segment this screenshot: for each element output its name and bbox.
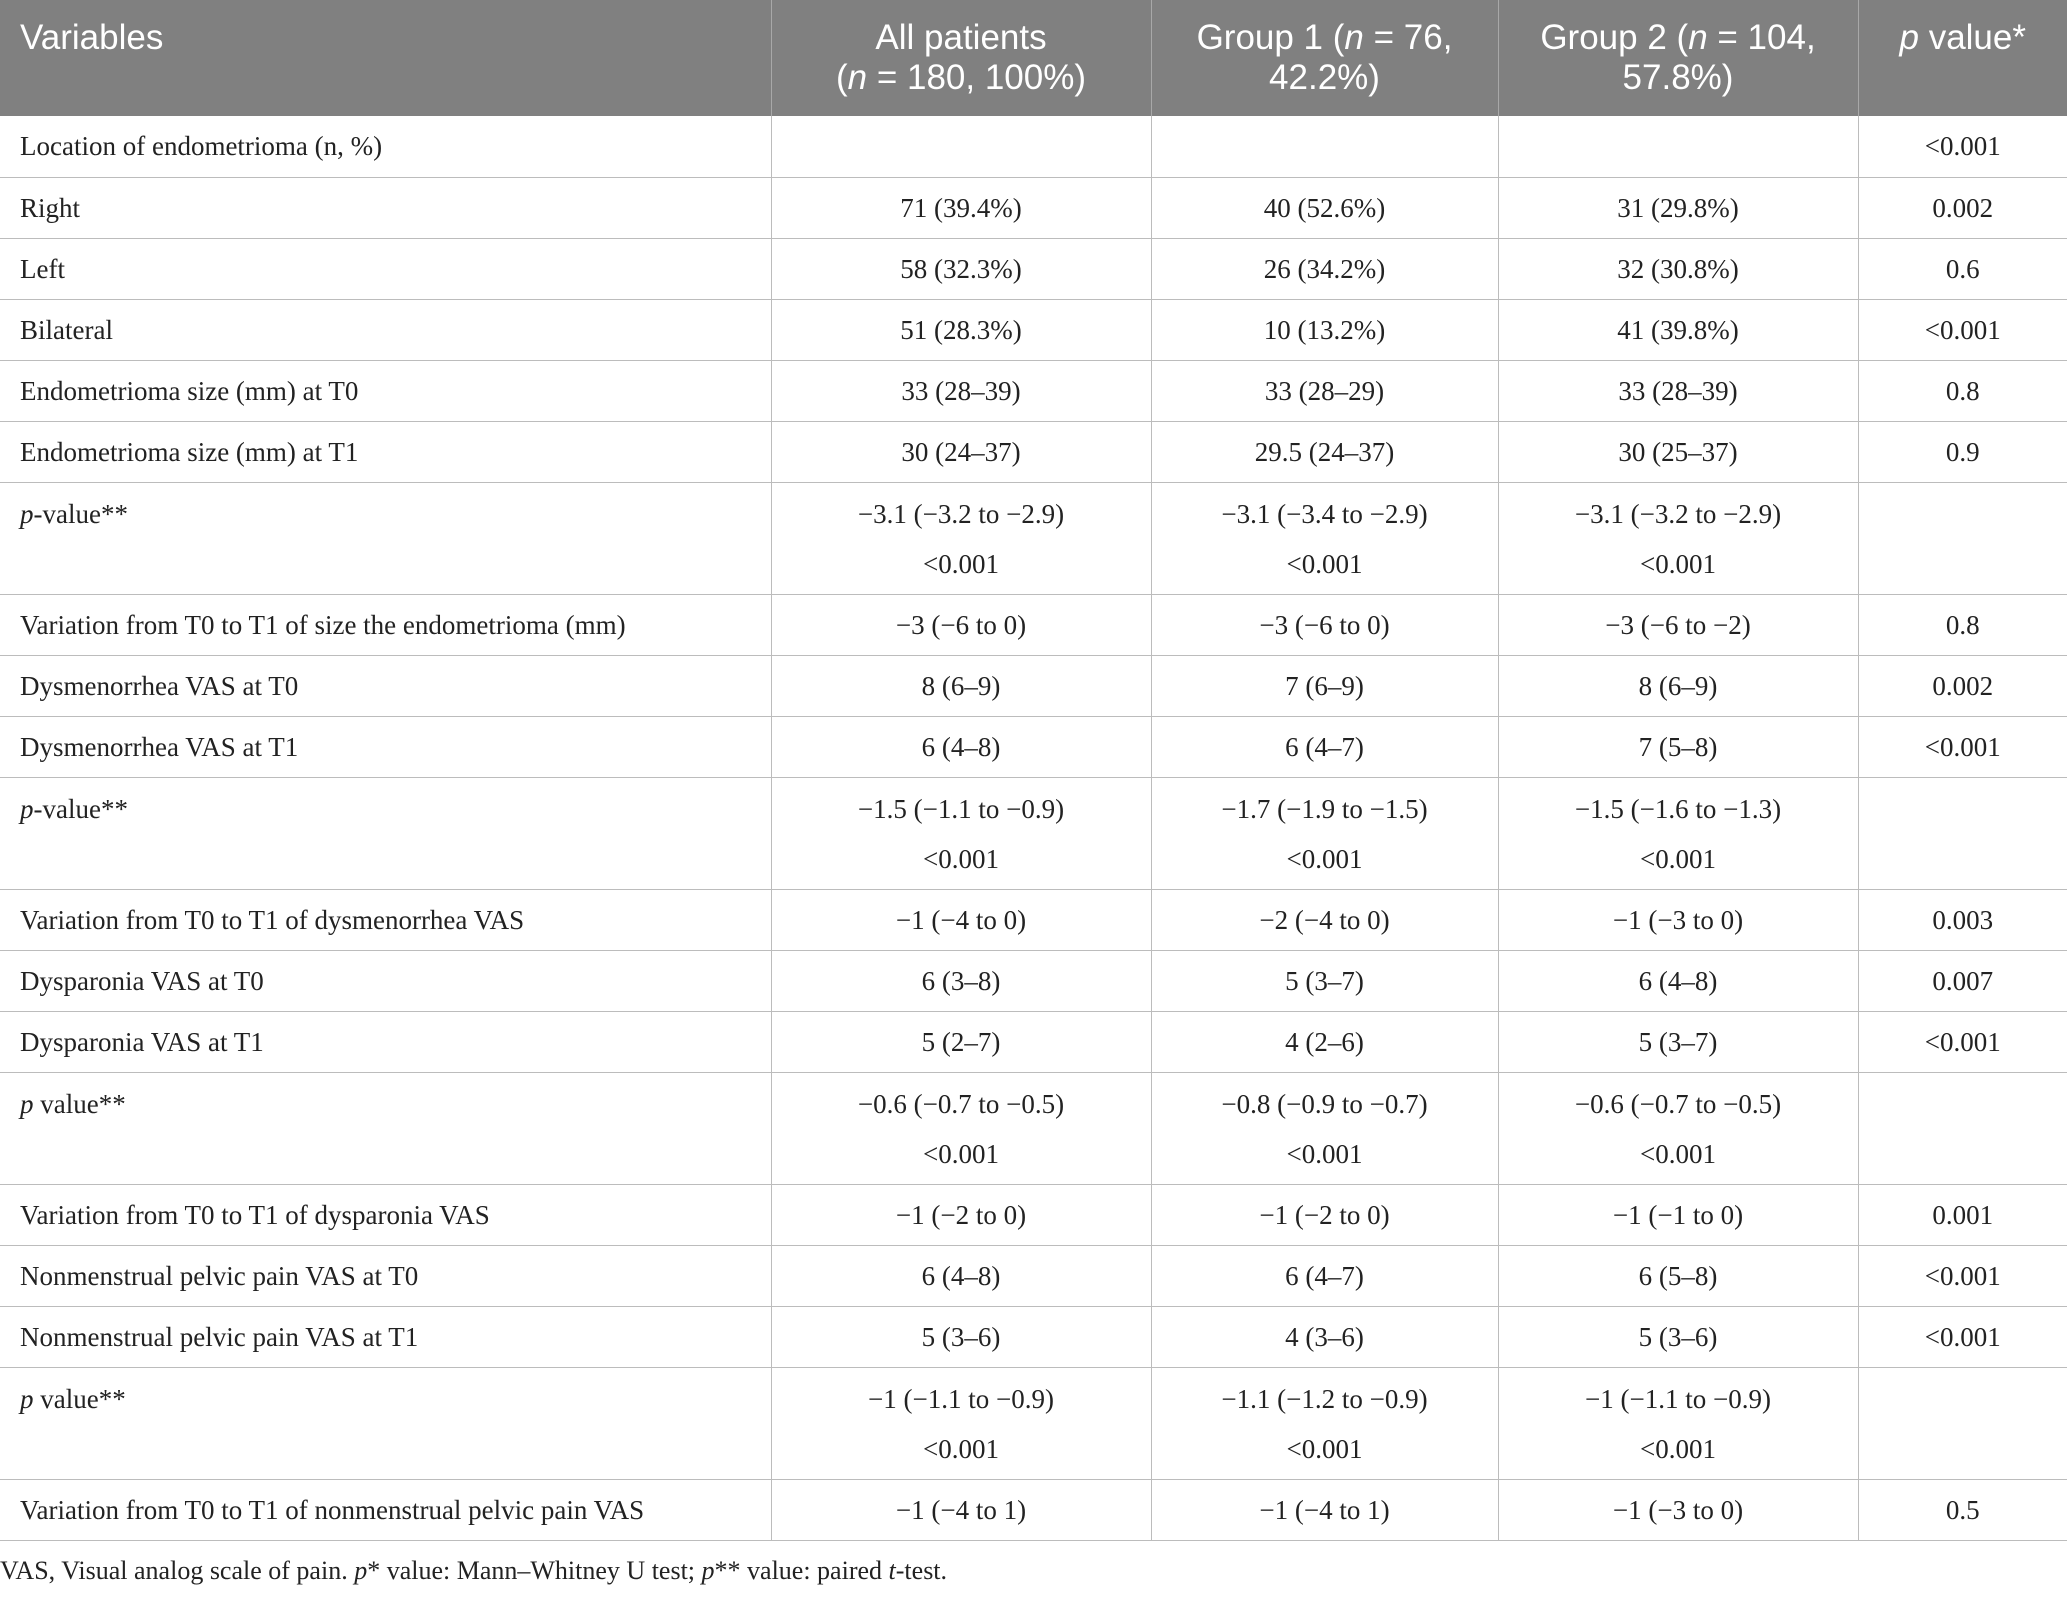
row-label: Variation from T0 to T1 of dysmenorrhea VAS: [0, 889, 771, 950]
table-row: [0, 177, 2067, 238]
cell-group-1: 6 (4–7): [1151, 716, 1498, 777]
cell-p-value: [1858, 482, 2067, 594]
cell-group-2: −1.5 (−1.6 to −1.3) <0.001: [1498, 777, 1858, 889]
cell-p-value: [1858, 1072, 2067, 1184]
table-row: [0, 238, 2067, 299]
cell-p-value: [1858, 777, 2067, 889]
cell-group-1: 6 (4–7): [1151, 1245, 1498, 1306]
row-label: Variation from T0 to T1 of size the endometrioma (mm): [0, 594, 771, 655]
cell-group-2: 30 (25–37): [1498, 421, 1858, 482]
cell-p-value: 0.003: [1858, 889, 2067, 950]
cell-all: 71 (39.4%): [771, 177, 1151, 238]
cell-all: −0.6 (−0.7 to −0.5) <0.001: [771, 1072, 1151, 1184]
cell-all: 5 (2–7): [771, 1011, 1151, 1072]
cell-all: 33 (28–39): [771, 360, 1151, 421]
cell-group-1: −1 (−2 to 0): [1151, 1184, 1498, 1245]
table-row: [0, 777, 2067, 889]
header-p-value: p value*: [1858, 0, 2067, 116]
cell-p-value: <0.001: [1858, 1011, 2067, 1072]
header-row: [0, 0, 2067, 116]
cell-p-value: <0.001: [1858, 716, 2067, 777]
row-label: Right: [0, 177, 771, 238]
cell-group-2: −1 (−1.1 to −0.9) <0.001: [1498, 1367, 1858, 1479]
cell-p-value: <0.001: [1858, 299, 2067, 360]
row-label: p value**: [0, 1072, 771, 1184]
table-row: [0, 1479, 2067, 1540]
cell-group-2: 6 (5–8): [1498, 1245, 1858, 1306]
header-variables: Variables: [0, 0, 771, 116]
cell-group-2: 32 (30.8%): [1498, 238, 1858, 299]
cell-group-1: −0.8 (−0.9 to −0.7) <0.001: [1151, 1072, 1498, 1184]
cell-all: −1 (−4 to 0): [771, 889, 1151, 950]
cell-group-2: −1 (−1 to 0): [1498, 1184, 1858, 1245]
row-label: Nonmenstrual pelvic pain VAS at T1: [0, 1306, 771, 1367]
cell-group-1: −1.1 (−1.2 to −0.9) <0.001: [1151, 1367, 1498, 1479]
row-label: Dysparonia VAS at T0: [0, 950, 771, 1011]
table-row: [0, 1072, 2067, 1184]
cell-all: −3 (−6 to 0): [771, 594, 1151, 655]
row-label: Location of endometrioma (n, %): [0, 116, 771, 177]
row-label: Dysparonia VAS at T1: [0, 1011, 771, 1072]
table-row: [0, 594, 2067, 655]
cell-group-2: 5 (3–6): [1498, 1306, 1858, 1367]
table-row: [0, 116, 2067, 177]
row-label: Variation from T0 to T1 of dysparonia VAS: [0, 1184, 771, 1245]
cell-group-2: −1 (−3 to 0): [1498, 889, 1858, 950]
cell-group-1: 4 (3–6): [1151, 1306, 1498, 1367]
table-row: [0, 889, 2067, 950]
cell-p-value: 0.002: [1858, 655, 2067, 716]
cell-group-1: 10 (13.2%): [1151, 299, 1498, 360]
cell-all: −1 (−1.1 to −0.9) <0.001: [771, 1367, 1151, 1479]
cell-group-1: 7 (6–9): [1151, 655, 1498, 716]
row-label: p value**: [0, 1367, 771, 1479]
cell-group-2: −0.6 (−0.7 to −0.5) <0.001: [1498, 1072, 1858, 1184]
cell-group-1: −1.7 (−1.9 to −1.5) <0.001: [1151, 777, 1498, 889]
row-label: Endometrioma size (mm) at T0: [0, 360, 771, 421]
cell-group-2: 31 (29.8%): [1498, 177, 1858, 238]
cell-group-2: 7 (5–8): [1498, 716, 1858, 777]
row-label: Endometrioma size (mm) at T1: [0, 421, 771, 482]
cell-all: 8 (6–9): [771, 655, 1151, 716]
cell-group-1: 40 (52.6%): [1151, 177, 1498, 238]
table-row: [0, 1367, 2067, 1479]
cell-group-2: [1498, 116, 1858, 177]
table-row: [0, 1306, 2067, 1367]
table-row: [0, 482, 2067, 594]
table-row: [0, 950, 2067, 1011]
cell-group-1: 29.5 (24–37): [1151, 421, 1498, 482]
cell-all: 6 (4–8): [771, 1245, 1151, 1306]
cell-group-2: −3 (−6 to −2): [1498, 594, 1858, 655]
cell-group-1: −2 (−4 to 0): [1151, 889, 1498, 950]
cell-all: −1 (−4 to 1): [771, 1479, 1151, 1540]
cell-all: 58 (32.3%): [771, 238, 1151, 299]
row-label: Dysmenorrhea VAS at T0: [0, 655, 771, 716]
cell-p-value: 0.007: [1858, 950, 2067, 1011]
cell-p-value: 0.001: [1858, 1184, 2067, 1245]
cell-all: −3.1 (−3.2 to −2.9) <0.001: [771, 482, 1151, 594]
cell-p-value: 0.8: [1858, 360, 2067, 421]
cell-all: −1 (−2 to 0): [771, 1184, 1151, 1245]
header-all-patients: All patients (n = 180, 100%): [771, 0, 1151, 116]
cell-all: 51 (28.3%): [771, 299, 1151, 360]
table-row: [0, 716, 2067, 777]
cell-group-2: 6 (4–8): [1498, 950, 1858, 1011]
cell-p-value: <0.001: [1858, 1245, 2067, 1306]
cell-p-value: 0.6: [1858, 238, 2067, 299]
cell-group-1: [1151, 116, 1498, 177]
cell-all: 6 (3–8): [771, 950, 1151, 1011]
cell-group-1: −1 (−4 to 1): [1151, 1479, 1498, 1540]
row-label: Nonmenstrual pelvic pain VAS at T0: [0, 1245, 771, 1306]
table-row: [0, 299, 2067, 360]
table-row: [0, 1245, 2067, 1306]
cell-group-1: 33 (28–29): [1151, 360, 1498, 421]
header-group-1: Group 1 (n = 76, 42.2%): [1151, 0, 1498, 116]
table-row: [0, 1011, 2067, 1072]
row-label: Variation from T0 to T1 of nonmenstrual pelvic pain VAS: [0, 1479, 771, 1540]
cell-group-1: 4 (2–6): [1151, 1011, 1498, 1072]
cell-p-value: <0.001: [1858, 1306, 2067, 1367]
cell-group-2: −1 (−3 to 0): [1498, 1479, 1858, 1540]
cell-all: −1.5 (−1.1 to −0.9) <0.001: [771, 777, 1151, 889]
cell-group-1: 5 (3–7): [1151, 950, 1498, 1011]
cell-p-value: 0.002: [1858, 177, 2067, 238]
table-row: [0, 360, 2067, 421]
cell-all: 6 (4–8): [771, 716, 1151, 777]
row-label: Dysmenorrhea VAS at T1: [0, 716, 771, 777]
cell-p-value: 0.8: [1858, 594, 2067, 655]
cell-group-2: 8 (6–9): [1498, 655, 1858, 716]
row-label: Bilateral: [0, 299, 771, 360]
cell-group-2: 41 (39.8%): [1498, 299, 1858, 360]
cell-group-1: −3.1 (−3.4 to −2.9) <0.001: [1151, 482, 1498, 594]
cell-group-2: −3.1 (−3.2 to −2.9) <0.001: [1498, 482, 1858, 594]
cell-p-value: <0.001: [1858, 116, 2067, 177]
cell-group-2: 5 (3–7): [1498, 1011, 1858, 1072]
table-row: [0, 1184, 2067, 1245]
cell-group-1: 26 (34.2%): [1151, 238, 1498, 299]
cell-group-1: −3 (−6 to 0): [1151, 594, 1498, 655]
cell-all: 30 (24–37): [771, 421, 1151, 482]
cell-all: [771, 116, 1151, 177]
cell-p-value: [1858, 1367, 2067, 1479]
cell-p-value: 0.9: [1858, 421, 2067, 482]
cell-all: 5 (3–6): [771, 1306, 1151, 1367]
row-label: p-value**: [0, 482, 771, 594]
cell-p-value: 0.5: [1858, 1479, 2067, 1540]
header-group-2: Group 2 (n = 104, 57.8%): [1498, 0, 1858, 116]
table-row: [0, 655, 2067, 716]
table-footnote: VAS, Visual analog scale of pain. p* value: Mann–Whitney U test; p** value: paired t-test.: [0, 1556, 948, 1585]
row-label: Left: [0, 238, 771, 299]
cell-group-2: 33 (28–39): [1498, 360, 1858, 421]
table-row: [0, 421, 2067, 482]
row-label: p-value**: [0, 777, 771, 889]
